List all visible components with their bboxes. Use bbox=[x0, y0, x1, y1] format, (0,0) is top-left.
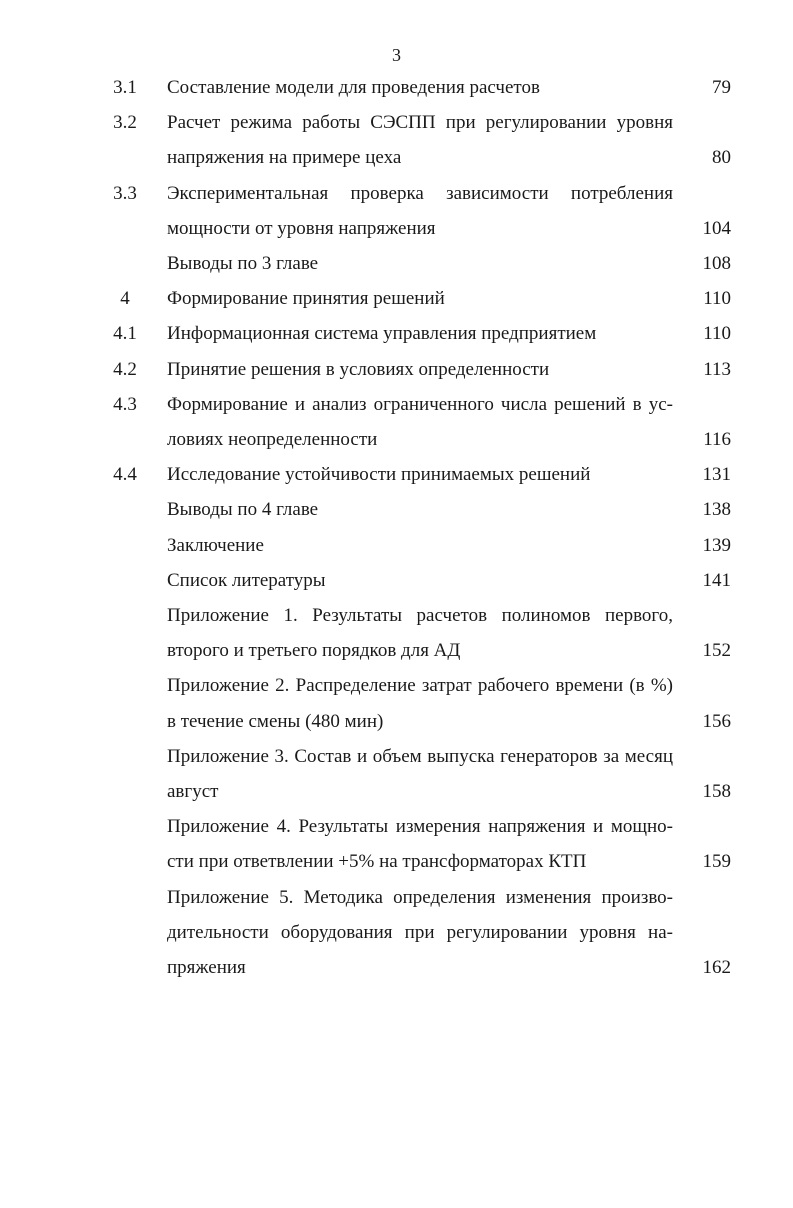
entry-page: 116 bbox=[703, 429, 731, 451]
entry-page: 138 bbox=[702, 499, 731, 521]
toc-entry bbox=[0, 739, 793, 809]
toc-entry bbox=[0, 176, 793, 246]
entry-title: Приложение 3. Состав и объем выпуска генераторов за месяц август bbox=[167, 745, 673, 803]
entry-page: 162 bbox=[702, 957, 731, 979]
table-of-contents bbox=[0, 70, 793, 985]
entry-number: 4.4 bbox=[113, 464, 137, 486]
toc-entry bbox=[0, 316, 793, 351]
entry-title: Список литературы bbox=[167, 569, 326, 591]
toc-entry bbox=[0, 246, 793, 281]
entry-page: 139 bbox=[702, 534, 731, 556]
entry-number: 4 bbox=[120, 288, 130, 310]
toc-entry bbox=[0, 528, 793, 563]
entry-title: Приложение 5. Методика определения изменения производительности оборудования при регулировании уровня напряжения bbox=[167, 886, 673, 979]
entry-number: 4.3 bbox=[113, 393, 137, 415]
entry-page: 104 bbox=[702, 217, 731, 239]
entry-page: 156 bbox=[702, 710, 731, 732]
entry-title: Формирование принятия решений bbox=[167, 288, 445, 310]
toc-entry bbox=[0, 457, 793, 492]
toc-entry bbox=[0, 598, 793, 668]
entry-title: Выводы по 3 главе bbox=[167, 253, 319, 275]
entry-title: Принятие решения в условиях определенности bbox=[167, 358, 550, 380]
entry-title: Экспериментальная проверка зависимости потребления мощности от уровня напряжения bbox=[167, 182, 673, 239]
entry-page: 80 bbox=[712, 147, 731, 169]
entry-page: 159 bbox=[702, 851, 731, 873]
toc-entry bbox=[0, 105, 793, 175]
entry-number: 4.2 bbox=[113, 358, 137, 380]
toc-entry bbox=[0, 70, 793, 105]
entry-title: Расчет режима работы СЭСПП при регулировании уровня напряжения на примере цеха bbox=[167, 112, 673, 169]
entry-page: 158 bbox=[702, 781, 731, 803]
entry-page: 108 bbox=[702, 253, 731, 275]
entry-title: Исследование устойчивости принимаемых решений bbox=[167, 464, 591, 486]
page-number: 3 bbox=[392, 45, 401, 65]
entry-number: 4.1 bbox=[113, 323, 137, 345]
entry-title: Выводы по 4 главе bbox=[167, 499, 319, 521]
entry-page: 110 bbox=[703, 323, 731, 345]
entry-page: 141 bbox=[702, 569, 731, 591]
toc-entry bbox=[0, 281, 793, 316]
toc-entry bbox=[0, 563, 793, 598]
toc-entry bbox=[0, 668, 793, 738]
entry-page: 113 bbox=[703, 358, 731, 380]
entry-title: Приложение 2. Распределение затрат рабочего времени (в %) в течение смены (480 мин) bbox=[167, 675, 673, 732]
toc-entry bbox=[0, 387, 793, 457]
entry-number: 3.1 bbox=[113, 77, 137, 98]
entry-title: Приложение 1. Результаты расчетов полиномов первого, второго и третьего порядков для АД bbox=[167, 605, 673, 662]
toc-entry bbox=[0, 352, 793, 387]
toc-entry bbox=[0, 809, 793, 879]
entry-title: Заключение bbox=[167, 534, 264, 556]
entry-title: Информационная система управления предприятием bbox=[167, 323, 597, 345]
entry-page: 152 bbox=[702, 640, 731, 662]
entry-page: 110 bbox=[703, 288, 731, 310]
entry-number: 3.2 bbox=[113, 112, 137, 134]
entry-title: Приложение 4. Результаты измерения напряжения и мощности при ответвлении +5% на трансформаторах КТП bbox=[167, 816, 673, 873]
entry-title: Формирование и анализ ограниченного числа решений в условиях неопределенности bbox=[167, 393, 673, 451]
entry-title: Составление модели для проведения расчетов bbox=[167, 77, 540, 98]
entry-page: 79 bbox=[712, 77, 731, 98]
entry-page: 131 bbox=[702, 464, 731, 486]
toc-entry bbox=[0, 492, 793, 527]
toc-entry bbox=[0, 880, 793, 986]
entry-number: 3.3 bbox=[113, 182, 137, 204]
